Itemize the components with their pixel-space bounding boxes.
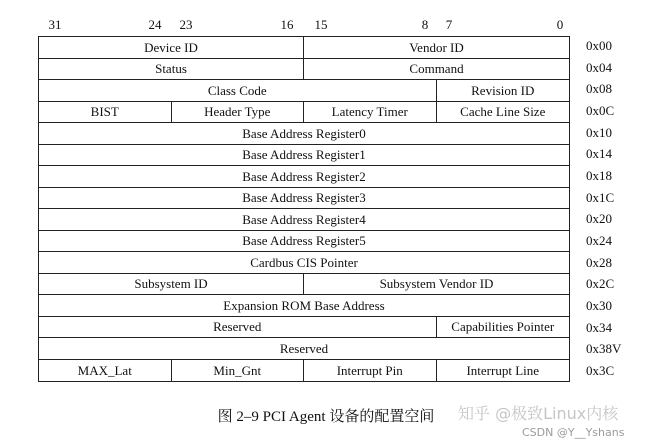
offset-label: 0x24: [586, 233, 612, 248]
pci-config-space-table: [38, 36, 570, 382]
register-field: Header Type: [172, 102, 305, 124]
register-field: Revision ID: [437, 80, 570, 102]
register-field: Interrupt Pin: [304, 360, 437, 382]
register-field: Cardbus CIS Pointer: [39, 252, 569, 274]
bit-label-8: 8: [421, 17, 429, 32]
register-field: Latency Timer: [304, 102, 437, 124]
bit-label-24: 24: [148, 17, 162, 32]
figure-caption: 图 2–9 PCI Agent 设备的配置空间: [217, 409, 435, 425]
register-field: Command: [304, 59, 569, 81]
offset-label: 0x10: [586, 125, 612, 140]
register-field: BIST: [39, 102, 172, 124]
register-field: Base Address Register2: [39, 166, 569, 188]
register-field: Device ID: [39, 37, 304, 59]
offset-label: 0x34: [586, 320, 612, 335]
offset-label: 0x14: [586, 146, 612, 161]
register-field: Base Address Register3: [39, 188, 569, 210]
offset-label: 0x28: [586, 255, 612, 270]
register-field: Base Address Register1: [39, 145, 569, 167]
bit-label-31: 31: [48, 17, 62, 32]
register-field: Capabilities Pointer: [437, 317, 570, 339]
register-field: Base Address Register4: [39, 209, 569, 231]
register-field: Vendor ID: [304, 37, 569, 59]
register-field: Subsystem Vendor ID: [304, 274, 569, 296]
register-field: Expansion ROM Base Address: [39, 295, 569, 317]
register-field: Reserved: [39, 317, 437, 339]
offset-label: 0x08: [586, 81, 612, 96]
offset-label: 0x3C: [586, 363, 615, 378]
register-field: Cache Line Size: [437, 102, 570, 124]
offset-label: 0x30: [586, 298, 612, 313]
bit-label-16: 16: [280, 17, 294, 32]
offset-label: 0x00: [586, 38, 612, 53]
csdn-watermark: CSDN @Y__Yshans: [522, 426, 625, 439]
offset-label: 0x38V: [586, 341, 622, 356]
bit-label-15: 15: [314, 17, 328, 32]
bit-label-7: 7: [445, 17, 453, 32]
offset-label: 0x18: [586, 168, 612, 183]
bit-label-23: 23: [179, 17, 193, 32]
offset-label: 0x1C: [586, 190, 615, 205]
register-field: MAX_Lat: [39, 360, 172, 382]
register-field: Interrupt Line: [466, 362, 540, 378]
offset-label: 0x2C: [586, 276, 615, 291]
register-field: Base Address Register0: [39, 123, 569, 145]
register-field: Base Address Register5: [39, 231, 569, 253]
register-field: Subsystem ID: [39, 274, 304, 296]
register-field: Status: [39, 59, 304, 81]
register-field: Reserved: [39, 338, 569, 360]
offset-label: 0x0C: [586, 103, 615, 118]
register-field: Min_Gnt: [172, 360, 305, 382]
zhihu-watermark: 知乎 @极致Linux内核: [458, 404, 619, 423]
offset-label: 0x20: [586, 211, 612, 226]
bit-label-0: 0: [556, 17, 564, 32]
register-field: Class Code: [39, 80, 437, 102]
offset-label: 0x04: [586, 60, 612, 75]
